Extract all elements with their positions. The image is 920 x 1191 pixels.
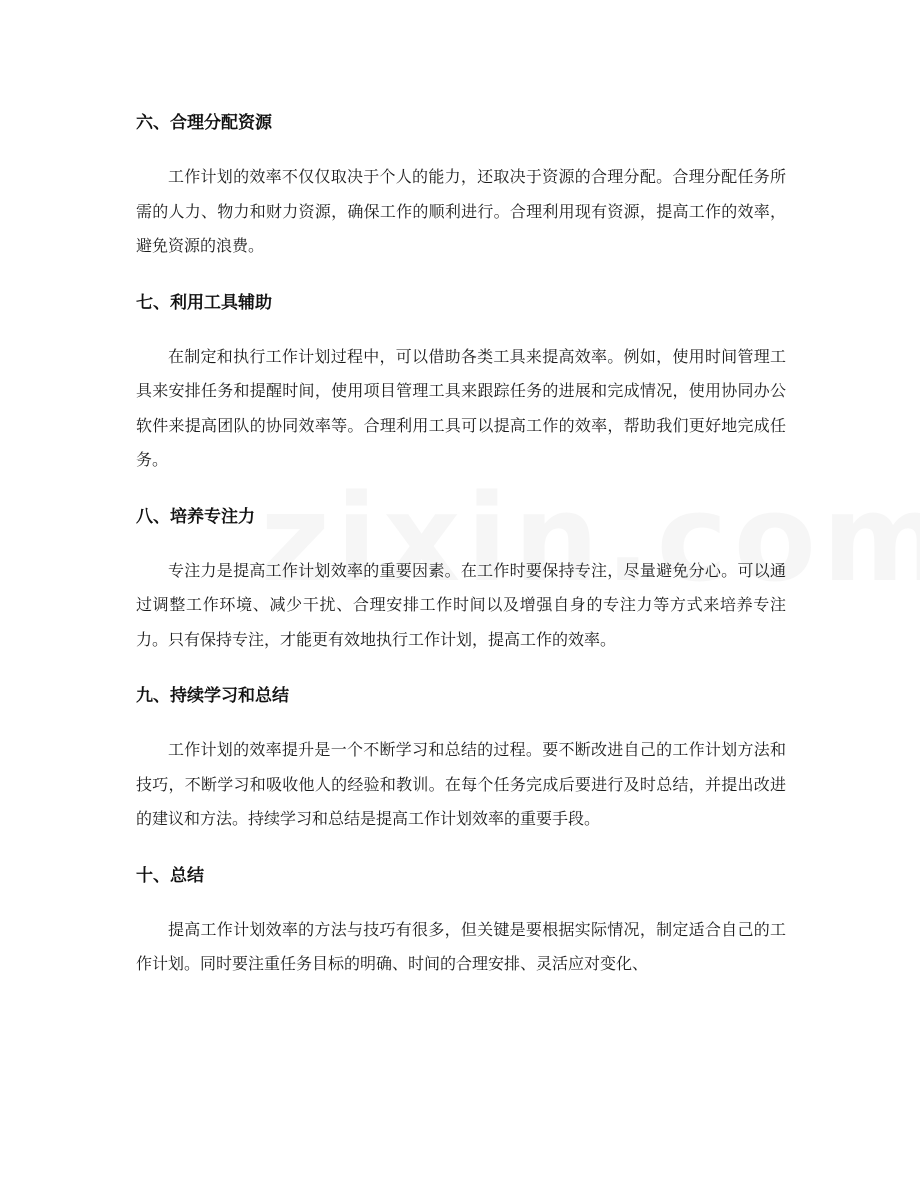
section-heading-9: 九、持续学习和总结 xyxy=(136,686,289,706)
section-heading-7: 七、利用工具辅助 xyxy=(136,292,272,313)
document-content xyxy=(136,106,786,982)
section-paragraph-7: 在制定和执行工作计划过程中，可以借助各类工具来提高效率。例如，使用时间管理工具来安排任务和提醒时间，使用项目管理工具来跟踪任务的进展和完成情况，使用协同办公软件来提高团队的协同效率等。合理利用工具可以提高工作的效率，帮助我们更好地完成任务。 xyxy=(136,346,786,469)
section-heading-8: 八、培养专注力 xyxy=(136,506,255,527)
section-paragraph-9: 工作计划的效率提升是一个不断学习和总结的过程。要不断改进自己的工作计划方法和技巧，不断学习和吸收他人的经验和教训。在每个任务完成后要进行及时总结，并提出改进的建议和方法。持续学习和总结是提高工作计划效率的重要手段。 xyxy=(136,740,786,828)
section-paragraph-10: 提高工作计划效率的方法与技巧有很多，但关键是要根据实际情况，制定适合自己的工作计划。同时要注重任务目标的明确、时间的合理安排、灵活应对变化、 xyxy=(136,919,786,973)
section-paragraph-6: 工作计划的效率不仅仅取决于个人的能力，还取决于资源的合理分配。合理分配任务所需的人力、物力和财力资源，确保工作的顺利进行。合理利用现有资源，提高工作的效率，避免资源的浪费。 xyxy=(136,167,786,255)
section-paragraph-8: 专注力是提高工作计划效率的重要因素。在工作时要保持专注，尽量避免分心。可以通过调整工作环境、减少干扰、合理安排工作时间以及增强自身的专注力等方式来培养专注力。只有保持专注，才能更有效地执行工作计划，提高工作的效率。 xyxy=(136,560,786,649)
section-heading-10: 十、总结 xyxy=(136,865,204,886)
section-heading-6: 六、合理分配资源 xyxy=(136,113,272,133)
